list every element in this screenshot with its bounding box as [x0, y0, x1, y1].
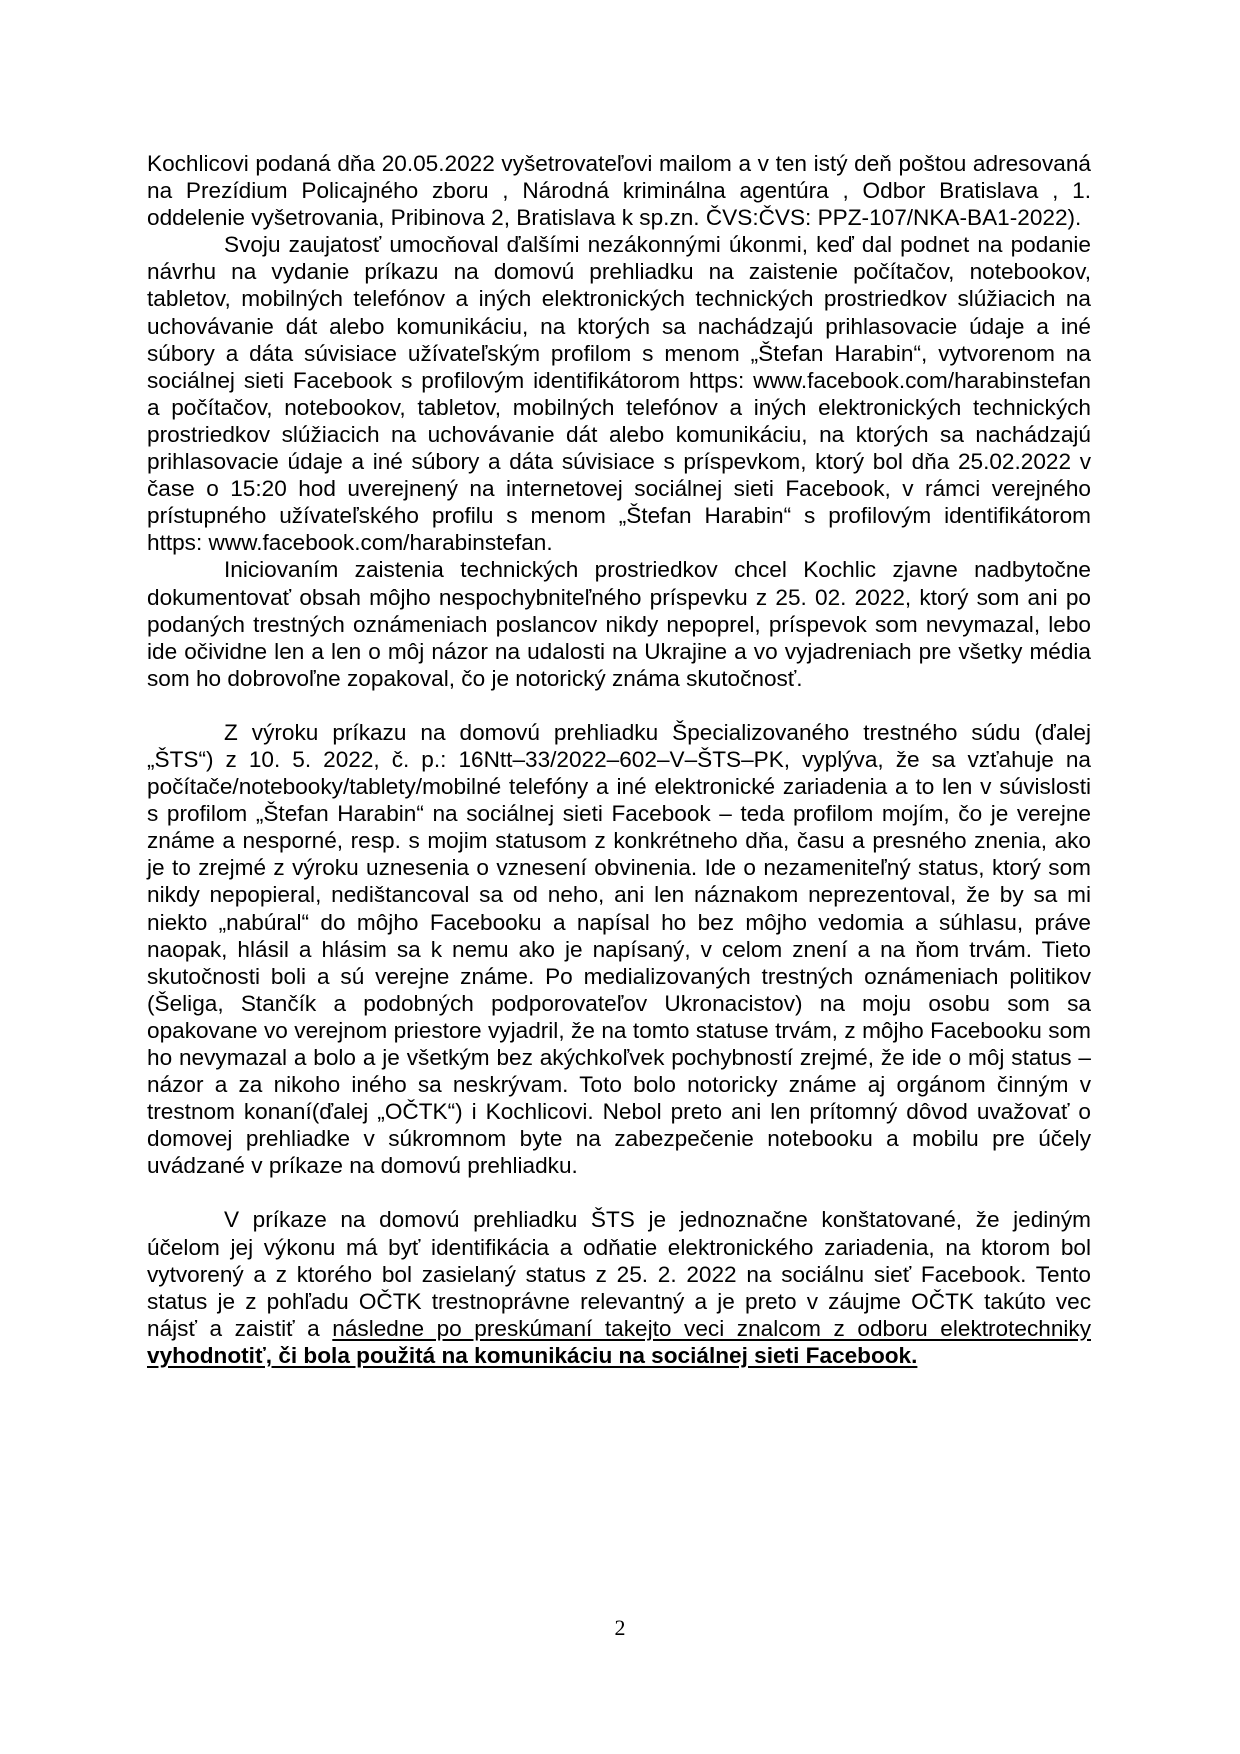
paragraph-purpose	[147, 1206, 1091, 1369]
paragraph-continuation: Kochlicovi podaná dňa 20.05.2022 vyšetrovateľovi mailom a v ten istý deň poštou adresovaná na Prezídium Policajného zboru , Národná kriminálna agentúra , Odbor Bratislava , 1. oddelenie vyšetrovania, Pribinova 2, Bratislava k sp.zn. ČVS:ČVS: PPZ-107/NKA-BA1-2022).	[147, 151, 1091, 231]
paragraph-bias: Svoju zaujatosť umocňoval ďalšími nezákonnými úkonmi, keď dal podnet na podanie návrhu na vydanie príkazu na domovú prehliadku na zaistenie počítačov, notebookov, tabletov, mobilných telefónov a iných elektronických technických prostriedkov slúžiacich na uchovávanie dát alebo komunikáciu, na ktorých sa nachádzajú prihlasovacie údaje a iné súbory a dáta súvisiace užívateľským profilom s menom „Štefan Harabin“, vytvorenom na sociálnej sieti Facebook s profilovým identifikátorom https: www.facebook.com/harabinstefan a počítačov, notebookov, tabletov, mobilných telefónov a iných elektronických technických prostriedkov slúžiacich na uchovávanie dát alebo komunikáciu, na ktorých sa nachádzajú prihlasovacie údaje a iné súbory a dáta súvisiace s príspevkom, ktorý bol dňa 25.02.2022 v čase o 15:20 hod uverejnený na internetovej sociálnej sieti Facebook, v rámci verejného prístupného užívateľského profilu s menom „Štefan Harabin“ s profilovým identifikátorom https: www.facebook.com/harabinstefan.	[147, 232, 1091, 556]
purpose-underlined-text: následne po preskúmaní takejto veci znalcom z odboru elektrotechniky	[332, 1315, 1091, 1341]
document-page	[147, 150, 1091, 1369]
paragraph-seizure: Iniciovaním zaistenia technických prostriedkov chcel Kochlic zjavne nadbytočne dokumentovať obsah môjho nespochybniteľného príspevku z 25. 02. 2022, ktorý som ani po podaných trestných oznámeniach poslancov nikdy nepoprel, príspevok som nevymazal, lebo ide očividne len a len o môj názor na udalosti na Ukrajine a vo vyjadreniach pre všetky média som ho dobrovoľne zopakoval, čo je notorický známa skutočnosť.	[147, 557, 1091, 691]
purpose-text: V príkaze na domovú prehliadku ŠTS je jednoznačne konštatované, že jediným účelom jej výkonu má byť identifikácia a odňatie elektronického zariadenia, na ktorom bol vytvorený a z ktorého bol zasielaný status z 25. 2. 2022 na sociálnu sieť Facebook. Tento status je z pohľadu OČTK trestnoprávne relevantný a je preto v záujme OČTK takúto vec nájsť a zaistiť a	[147, 1207, 1091, 1341]
paragraph-search-order: Z výroku príkazu na domovú prehliadku Špecializovaného trestného súdu (ďalej „ŠTS“) z 10. 5. 2022, č. p.: 16Ntt–33/2022–602–V–ŠTS–PK, vyplýva, že sa vzťahuje na počítače/notebooky/tablety/mobilné telefóny a iné elektronické zariadenia a to len v súvislosti s profilom „Štefan Harabin“ na sociálnej sieti Facebook – teda profilom mojím, čo je verejne známe a nesporné, resp. s mojim statusom z konkrétneho dňa, času a presného znenia, ako je to zrejmé z výroku uznesenia o vznesení obvinenia. Ide o nezameniteľný status, ktorý som nikdy nepopieral, nedištancoval sa od neho, ani len náznakom neprezentoval, že by sa mi niekto „nabúral“ do môjho Facebooku a napísal ho bez môjho vedomia a súhlasu, práve naopak, hlásil a hlásim sa k nemu ako je napísaný, v celom znení a na ňom trvám. Tieto skutočnosti boli a sú verejne známe. Po medializovaných trestných oznámeniach politikov (Šeliga, Stančík a podobných podporovateľov Ukronacistov) na moju osobu som sa opakovane vo verejnom priestore vyjadril, že na tomto statuse trvám, z môjho Facebooku som ho nevymazal a bolo a je všetkým bez akýchkoľvek pochybností zrejmé, že ide o môj status – názor a za nikoho iného sa neskrývam. Toto bolo notoricky známe aj orgánom činným v trestnom konaní(ďalej „OČTK“) i Kochlicovi. Nebol preto ani len prítomný dôvod uvažovať o domovej prehliadke v súkromnom byte na zabezpečenie notebooku a mobilu pre účely uvádzané v príkaze na domovú prehliadku.	[147, 719, 1091, 1179]
purpose-bold-underlined-text: vyhodnotiť, či bola použitá na komunikáciu na sociálnej sieti Facebook.	[147, 1342, 918, 1368]
page-number: 2	[614, 1615, 626, 1640]
